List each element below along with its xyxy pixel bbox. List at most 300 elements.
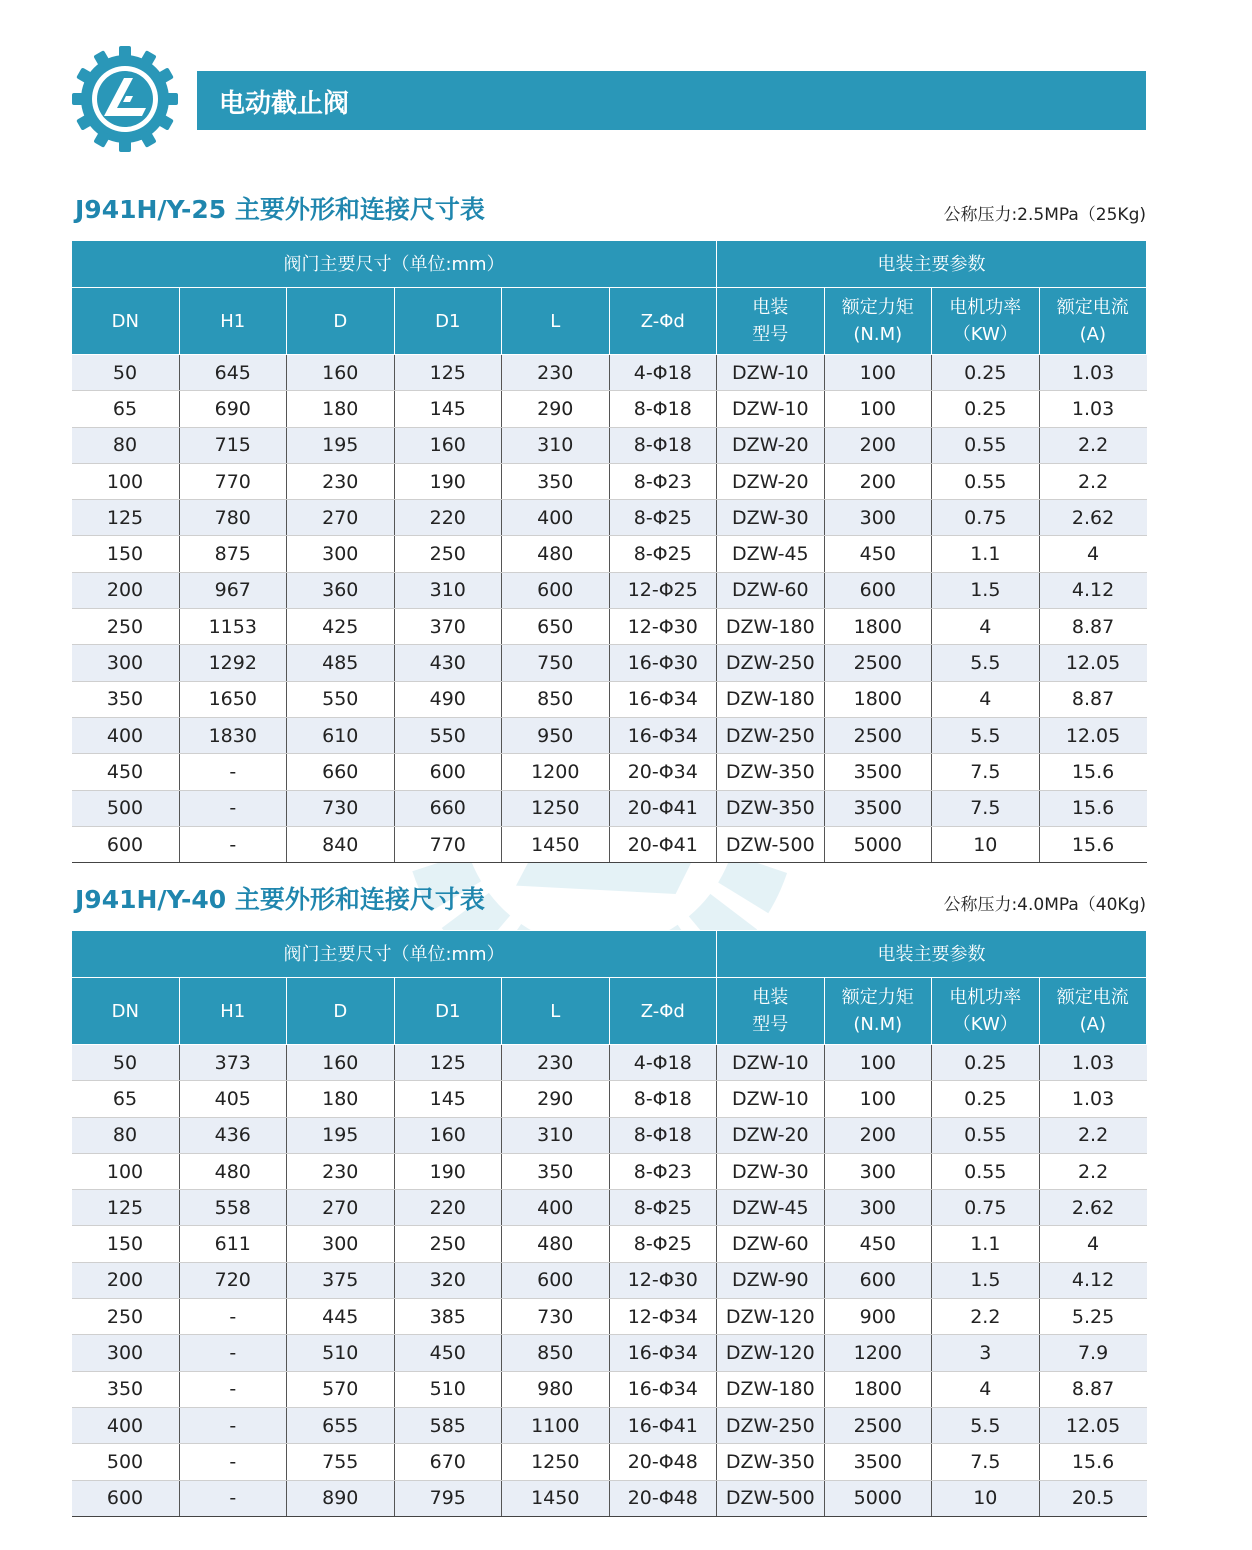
table-row bbox=[72, 609, 1147, 645]
table-cell: 3500 bbox=[824, 1444, 932, 1480]
table-cell: 1.1 bbox=[932, 1226, 1040, 1262]
col-d: D bbox=[287, 978, 395, 1045]
table-cell: 8-Φ18 bbox=[609, 1117, 717, 1153]
table-cell: 4 bbox=[1039, 1226, 1147, 1262]
table-cell: - bbox=[179, 1407, 287, 1443]
table-row bbox=[72, 681, 1147, 717]
col-d1: D1 bbox=[394, 288, 502, 355]
table-cell: 10 bbox=[932, 826, 1040, 862]
table-row bbox=[72, 1262, 1147, 1298]
table-cell: 125 bbox=[394, 1045, 502, 1081]
table-cell: 12.05 bbox=[1039, 645, 1147, 681]
table-cell: 5.5 bbox=[932, 645, 1040, 681]
table-row bbox=[72, 1153, 1147, 1189]
spec-table-40 bbox=[71, 930, 1147, 1517]
table-cell: DZW-60 bbox=[717, 572, 825, 608]
table-cell: 20-Φ48 bbox=[609, 1444, 717, 1480]
table-cell: 200 bbox=[824, 463, 932, 499]
table-cell: DZW-180 bbox=[717, 1371, 825, 1407]
header-group-drive: 电装主要参数 bbox=[717, 241, 1147, 288]
table-body bbox=[72, 355, 1147, 863]
table-row bbox=[72, 1190, 1147, 1226]
page-title: 电动截止阀 bbox=[219, 89, 350, 119]
table-cell: 350 bbox=[72, 1371, 180, 1407]
table-cell: 16-Φ30 bbox=[609, 645, 717, 681]
table1-title: J941H/Y-25 主要外形和连接尺寸表 bbox=[75, 195, 485, 224]
table-cell: 220 bbox=[394, 500, 502, 536]
table-cell: 585 bbox=[394, 1407, 502, 1443]
table-cell: 485 bbox=[287, 645, 395, 681]
table-cell: 230 bbox=[502, 1045, 610, 1081]
table-body bbox=[72, 1045, 1147, 1517]
table-cell: 160 bbox=[394, 427, 502, 463]
table-cell: 100 bbox=[824, 391, 932, 427]
table-cell: DZW-10 bbox=[717, 1081, 825, 1117]
header-group-drive: 电装主要参数 bbox=[717, 931, 1147, 978]
table-cell: DZW-10 bbox=[717, 391, 825, 427]
col-d: D bbox=[287, 288, 395, 355]
table-cell: DZW-30 bbox=[717, 1153, 825, 1189]
table-cell: - bbox=[179, 1299, 287, 1335]
table-cell: 8-Φ18 bbox=[609, 427, 717, 463]
table-cell: 20-Φ41 bbox=[609, 826, 717, 862]
table-cell: - bbox=[179, 1480, 287, 1516]
table-cell: 1450 bbox=[502, 826, 610, 862]
table-cell: 1.03 bbox=[1039, 391, 1147, 427]
table-cell: 0.25 bbox=[932, 1045, 1040, 1081]
table-cell: 50 bbox=[72, 1045, 180, 1081]
table-cell: 270 bbox=[287, 500, 395, 536]
table-cell: 100 bbox=[824, 1045, 932, 1081]
table-cell: 0.55 bbox=[932, 1153, 1040, 1189]
table-cell: 480 bbox=[502, 536, 610, 572]
table-cell: 5.5 bbox=[932, 1407, 1040, 1443]
table-cell: 290 bbox=[502, 1081, 610, 1117]
table-cell: 0.25 bbox=[932, 1081, 1040, 1117]
table-cell: 2.62 bbox=[1039, 1190, 1147, 1226]
table-cell: 50 bbox=[72, 355, 180, 391]
table-cell: 150 bbox=[72, 1226, 180, 1262]
table-row bbox=[72, 391, 1147, 427]
table-cell: 4 bbox=[932, 1371, 1040, 1407]
table-cell: 8-Φ25 bbox=[609, 536, 717, 572]
table-cell: 350 bbox=[502, 1153, 610, 1189]
table-cell: 16-Φ34 bbox=[609, 1335, 717, 1371]
table-cell: 15.6 bbox=[1039, 754, 1147, 790]
col-torque: 额定力矩 (N.M) bbox=[824, 978, 932, 1045]
table-cell: 550 bbox=[394, 717, 502, 753]
table-cell: 190 bbox=[394, 463, 502, 499]
table-cell: 600 bbox=[824, 1262, 932, 1298]
table-cell: 720 bbox=[179, 1262, 287, 1298]
table-cell: 20-Φ48 bbox=[609, 1480, 717, 1516]
table-cell: 445 bbox=[287, 1299, 395, 1335]
table-cell: 195 bbox=[287, 427, 395, 463]
table-cell: 0.55 bbox=[932, 463, 1040, 499]
table-cell: 300 bbox=[287, 1226, 395, 1262]
table-cell: 20.5 bbox=[1039, 1480, 1147, 1516]
table-cell: 160 bbox=[287, 355, 395, 391]
table-cell: 8-Φ25 bbox=[609, 1190, 717, 1226]
table-cell: 1200 bbox=[824, 1335, 932, 1371]
table-cell: DZW-500 bbox=[717, 1480, 825, 1516]
col-l: L bbox=[502, 288, 610, 355]
table-cell: 12-Φ34 bbox=[609, 1299, 717, 1335]
table-cell: 20-Φ41 bbox=[609, 790, 717, 826]
table-cell: 300 bbox=[824, 1153, 932, 1189]
table-cell: DZW-20 bbox=[717, 1117, 825, 1153]
table-cell: 400 bbox=[72, 1407, 180, 1443]
table-cell: 12.05 bbox=[1039, 1407, 1147, 1443]
table-cell: 436 bbox=[179, 1117, 287, 1153]
table-cell: 660 bbox=[394, 790, 502, 826]
table-cell: DZW-10 bbox=[717, 1045, 825, 1081]
table-row bbox=[72, 717, 1147, 753]
spec-table-25 bbox=[71, 240, 1147, 863]
table-cell: 2.2 bbox=[1039, 1117, 1147, 1153]
table-cell: 0.75 bbox=[932, 500, 1040, 536]
table-cell: 450 bbox=[824, 1226, 932, 1262]
table-cell: 1100 bbox=[502, 1407, 610, 1443]
table-cell: 4 bbox=[932, 609, 1040, 645]
table-cell: 373 bbox=[179, 1045, 287, 1081]
table-cell: 2.2 bbox=[1039, 427, 1147, 463]
table-row bbox=[72, 1335, 1147, 1371]
col-current: 额定电流 (A) bbox=[1039, 288, 1147, 355]
table-cell: 480 bbox=[502, 1226, 610, 1262]
table-cell: 8-Φ23 bbox=[609, 463, 717, 499]
table-cell: 967 bbox=[179, 572, 287, 608]
table-cell: 80 bbox=[72, 427, 180, 463]
col-power: 电机功率 （KW） bbox=[932, 978, 1040, 1045]
table-cell: 200 bbox=[72, 572, 180, 608]
table-cell: 300 bbox=[287, 536, 395, 572]
table-cell: 0.55 bbox=[932, 427, 1040, 463]
table-cell: 600 bbox=[824, 572, 932, 608]
table-cell: 2.2 bbox=[1039, 463, 1147, 499]
table-cell: 558 bbox=[179, 1190, 287, 1226]
table-row bbox=[72, 1407, 1147, 1443]
table-row bbox=[72, 1480, 1147, 1516]
table-cell: DZW-10 bbox=[717, 355, 825, 391]
table-row bbox=[72, 355, 1147, 391]
table-cell: - bbox=[179, 826, 287, 862]
table-cell: 750 bbox=[502, 645, 610, 681]
table-cell: 1830 bbox=[179, 717, 287, 753]
table-cell: 1800 bbox=[824, 1371, 932, 1407]
table-cell: 1.5 bbox=[932, 1262, 1040, 1298]
table-cell: 405 bbox=[179, 1081, 287, 1117]
table-cell: 195 bbox=[287, 1117, 395, 1153]
table-cell: 370 bbox=[394, 609, 502, 645]
table-cell: 1250 bbox=[502, 1444, 610, 1480]
table-cell: 1800 bbox=[824, 681, 932, 717]
table-cell: 0.55 bbox=[932, 1117, 1040, 1153]
table-cell: DZW-120 bbox=[717, 1299, 825, 1335]
table-cell: 80 bbox=[72, 1117, 180, 1153]
table-cell: 715 bbox=[179, 427, 287, 463]
table-cell: 12-Φ30 bbox=[609, 1262, 717, 1298]
table-cell: 2.2 bbox=[1039, 1153, 1147, 1189]
table-cell: DZW-120 bbox=[717, 1335, 825, 1371]
table-cell: 145 bbox=[394, 391, 502, 427]
table-cell: 4-Φ18 bbox=[609, 1045, 717, 1081]
table-cell: DZW-180 bbox=[717, 609, 825, 645]
table-cell: 645 bbox=[179, 355, 287, 391]
table-cell: 1292 bbox=[179, 645, 287, 681]
table-cell: 15.6 bbox=[1039, 790, 1147, 826]
table-cell: 230 bbox=[287, 1153, 395, 1189]
table-cell: 755 bbox=[287, 1444, 395, 1480]
table-cell: 100 bbox=[72, 1153, 180, 1189]
table-cell: 1450 bbox=[502, 1480, 610, 1516]
table-cell: 500 bbox=[72, 1444, 180, 1480]
table-cell: 375 bbox=[287, 1262, 395, 1298]
table-cell: 2500 bbox=[824, 645, 932, 681]
table-cell: 770 bbox=[394, 826, 502, 862]
col-dn: DN bbox=[72, 288, 180, 355]
table-cell: DZW-90 bbox=[717, 1262, 825, 1298]
table-cell: DZW-250 bbox=[717, 1407, 825, 1443]
table-cell: DZW-350 bbox=[717, 754, 825, 790]
table-cell: 7.5 bbox=[932, 1444, 1040, 1480]
table-cell: 850 bbox=[502, 681, 610, 717]
table-cell: 320 bbox=[394, 1262, 502, 1298]
col-l: L bbox=[502, 978, 610, 1045]
table-cell: 2.2 bbox=[932, 1299, 1040, 1335]
table-row bbox=[72, 754, 1147, 790]
header-group-valve: 阀门主要尺寸（单位:mm） bbox=[72, 241, 717, 288]
table-cell: 250 bbox=[394, 1226, 502, 1262]
table-cell: 425 bbox=[287, 609, 395, 645]
table-row bbox=[72, 826, 1147, 862]
table-cell: 450 bbox=[72, 754, 180, 790]
table-cell: 8.87 bbox=[1039, 681, 1147, 717]
table-cell: 270 bbox=[287, 1190, 395, 1226]
table-cell: 1800 bbox=[824, 609, 932, 645]
col-d1: D1 bbox=[394, 978, 502, 1045]
table-cell: 0.25 bbox=[932, 391, 1040, 427]
table-cell: 8-Φ23 bbox=[609, 1153, 717, 1189]
table-cell: 770 bbox=[179, 463, 287, 499]
table-cell: 875 bbox=[179, 536, 287, 572]
table-cell: 160 bbox=[394, 1117, 502, 1153]
table-cell: 8-Φ25 bbox=[609, 500, 717, 536]
table-cell: 350 bbox=[502, 463, 610, 499]
table-cell: 250 bbox=[394, 536, 502, 572]
table-row bbox=[72, 1299, 1147, 1335]
table-cell: 100 bbox=[824, 355, 932, 391]
table-cell: 7.5 bbox=[932, 790, 1040, 826]
table-cell: 300 bbox=[72, 645, 180, 681]
table-row bbox=[72, 572, 1147, 608]
table-cell: 220 bbox=[394, 1190, 502, 1226]
table-cell: 350 bbox=[72, 681, 180, 717]
table-cell: 400 bbox=[502, 1190, 610, 1226]
col-h1: H1 bbox=[179, 978, 287, 1045]
table-cell: 250 bbox=[72, 1299, 180, 1335]
table-cell: 660 bbox=[287, 754, 395, 790]
table-row bbox=[72, 1045, 1147, 1081]
table-cell: 125 bbox=[394, 355, 502, 391]
table-cell: 16-Φ34 bbox=[609, 717, 717, 753]
table-cell: 5.5 bbox=[932, 717, 1040, 753]
col-model: 电装 型号 bbox=[717, 288, 825, 355]
table-cell: 5000 bbox=[824, 1480, 932, 1516]
table-row bbox=[72, 645, 1147, 681]
table-cell: DZW-20 bbox=[717, 427, 825, 463]
table-cell: 7.9 bbox=[1039, 1335, 1147, 1371]
table-row bbox=[72, 427, 1147, 463]
table-cell: DZW-20 bbox=[717, 463, 825, 499]
table-cell: 250 bbox=[72, 609, 180, 645]
table-cell: 600 bbox=[394, 754, 502, 790]
table-cell: 650 bbox=[502, 609, 610, 645]
table-cell: 450 bbox=[394, 1335, 502, 1371]
table-cell: 430 bbox=[394, 645, 502, 681]
table-cell: 5000 bbox=[824, 826, 932, 862]
table-cell: - bbox=[179, 754, 287, 790]
table-cell: 200 bbox=[72, 1262, 180, 1298]
table-cell: 10 bbox=[932, 1480, 1040, 1516]
table-cell: 310 bbox=[502, 1117, 610, 1153]
table-cell: DZW-250 bbox=[717, 717, 825, 753]
table-cell: 190 bbox=[394, 1153, 502, 1189]
table-cell: 490 bbox=[394, 681, 502, 717]
table-cell: 65 bbox=[72, 1081, 180, 1117]
table-cell: 480 bbox=[179, 1153, 287, 1189]
table-cell: 795 bbox=[394, 1480, 502, 1516]
table-cell: 0.25 bbox=[932, 355, 1040, 391]
table-cell: 16-Φ34 bbox=[609, 681, 717, 717]
table-cell: 300 bbox=[72, 1335, 180, 1371]
col-model: 电装 型号 bbox=[717, 978, 825, 1045]
table-cell: 980 bbox=[502, 1371, 610, 1407]
table-cell: 2500 bbox=[824, 717, 932, 753]
table-cell: DZW-350 bbox=[717, 790, 825, 826]
table-cell: 5.25 bbox=[1039, 1299, 1147, 1335]
table-cell: DZW-500 bbox=[717, 826, 825, 862]
table-cell: 600 bbox=[502, 572, 610, 608]
table-cell: 1200 bbox=[502, 754, 610, 790]
table-cell: 510 bbox=[394, 1371, 502, 1407]
table-cell: 510 bbox=[287, 1335, 395, 1371]
table-cell: 1650 bbox=[179, 681, 287, 717]
table-cell: 7.5 bbox=[932, 754, 1040, 790]
table-cell: 890 bbox=[287, 1480, 395, 1516]
table-cell: 385 bbox=[394, 1299, 502, 1335]
table-cell: 200 bbox=[824, 427, 932, 463]
table-row bbox=[72, 1444, 1147, 1480]
table-cell: DZW-60 bbox=[717, 1226, 825, 1262]
table-cell: 8-Φ18 bbox=[609, 391, 717, 427]
table-cell: 900 bbox=[824, 1299, 932, 1335]
table-cell: DZW-180 bbox=[717, 681, 825, 717]
table2-pressure: 公称压力:4.0MPa（40Kg) bbox=[943, 895, 1146, 915]
table-cell: 145 bbox=[394, 1081, 502, 1117]
col-z: Z-Φd bbox=[609, 288, 717, 355]
table-cell: 12-Φ25 bbox=[609, 572, 717, 608]
table-cell: 4 bbox=[932, 681, 1040, 717]
table-row bbox=[72, 463, 1147, 499]
table-cell: 4 bbox=[1039, 536, 1147, 572]
table-cell: 8.87 bbox=[1039, 609, 1147, 645]
table-cell: 840 bbox=[287, 826, 395, 862]
table-cell: 690 bbox=[179, 391, 287, 427]
table-cell: 12-Φ30 bbox=[609, 609, 717, 645]
table-cell: 1250 bbox=[502, 790, 610, 826]
table-cell: 180 bbox=[287, 1081, 395, 1117]
table-cell: 3500 bbox=[824, 790, 932, 826]
table-cell: 125 bbox=[72, 1190, 180, 1226]
table-cell: 200 bbox=[824, 1117, 932, 1153]
table-cell: 12.05 bbox=[1039, 717, 1147, 753]
table-cell: 400 bbox=[502, 500, 610, 536]
table-cell: 15.6 bbox=[1039, 826, 1147, 862]
table-row bbox=[72, 1081, 1147, 1117]
col-dn: DN bbox=[72, 978, 180, 1045]
table-cell: 780 bbox=[179, 500, 287, 536]
table-cell: 670 bbox=[394, 1444, 502, 1480]
table-cell: 4.12 bbox=[1039, 1262, 1147, 1298]
table-cell: 1.03 bbox=[1039, 355, 1147, 391]
table-cell: - bbox=[179, 1335, 287, 1371]
table-cell: 16-Φ34 bbox=[609, 1371, 717, 1407]
table-cell: 0.75 bbox=[932, 1190, 1040, 1226]
table-cell: 8-Φ18 bbox=[609, 1081, 717, 1117]
table-cell: 655 bbox=[287, 1407, 395, 1443]
col-torque: 额定力矩 (N.M) bbox=[824, 288, 932, 355]
table-cell: 1153 bbox=[179, 609, 287, 645]
table-cell: 500 bbox=[72, 790, 180, 826]
table-cell: 180 bbox=[287, 391, 395, 427]
table-cell: 610 bbox=[287, 717, 395, 753]
table-cell: 16-Φ41 bbox=[609, 1407, 717, 1443]
table-cell: 125 bbox=[72, 500, 180, 536]
table-cell: 850 bbox=[502, 1335, 610, 1371]
table-cell: 600 bbox=[502, 1262, 610, 1298]
table-cell: 65 bbox=[72, 391, 180, 427]
title-bar bbox=[197, 71, 1146, 130]
table-cell: DZW-45 bbox=[717, 1190, 825, 1226]
table1-pressure: 公称压力:2.5MPa（25Kg) bbox=[943, 205, 1146, 225]
table-cell: 15.6 bbox=[1039, 1444, 1147, 1480]
table-cell: 2.62 bbox=[1039, 500, 1147, 536]
table-cell: 611 bbox=[179, 1226, 287, 1262]
table-cell: DZW-45 bbox=[717, 536, 825, 572]
table-cell: 4.12 bbox=[1039, 572, 1147, 608]
table-cell: - bbox=[179, 1371, 287, 1407]
table-cell: 310 bbox=[502, 427, 610, 463]
table-row bbox=[72, 1371, 1147, 1407]
table-cell: 550 bbox=[287, 681, 395, 717]
table-cell: 20-Φ34 bbox=[609, 754, 717, 790]
table-cell: 3 bbox=[932, 1335, 1040, 1371]
table-cell: DZW-30 bbox=[717, 500, 825, 536]
table-cell: 600 bbox=[72, 826, 180, 862]
table-cell: 290 bbox=[502, 391, 610, 427]
table-row bbox=[72, 1226, 1147, 1262]
table-cell: 1.1 bbox=[932, 536, 1040, 572]
table-cell: - bbox=[179, 790, 287, 826]
col-h1: H1 bbox=[179, 288, 287, 355]
table-cell: 100 bbox=[824, 1081, 932, 1117]
table-cell: DZW-350 bbox=[717, 1444, 825, 1480]
table-cell: 230 bbox=[287, 463, 395, 499]
col-z: Z-Φd bbox=[609, 978, 717, 1045]
table-cell: 2500 bbox=[824, 1407, 932, 1443]
table-cell: 360 bbox=[287, 572, 395, 608]
